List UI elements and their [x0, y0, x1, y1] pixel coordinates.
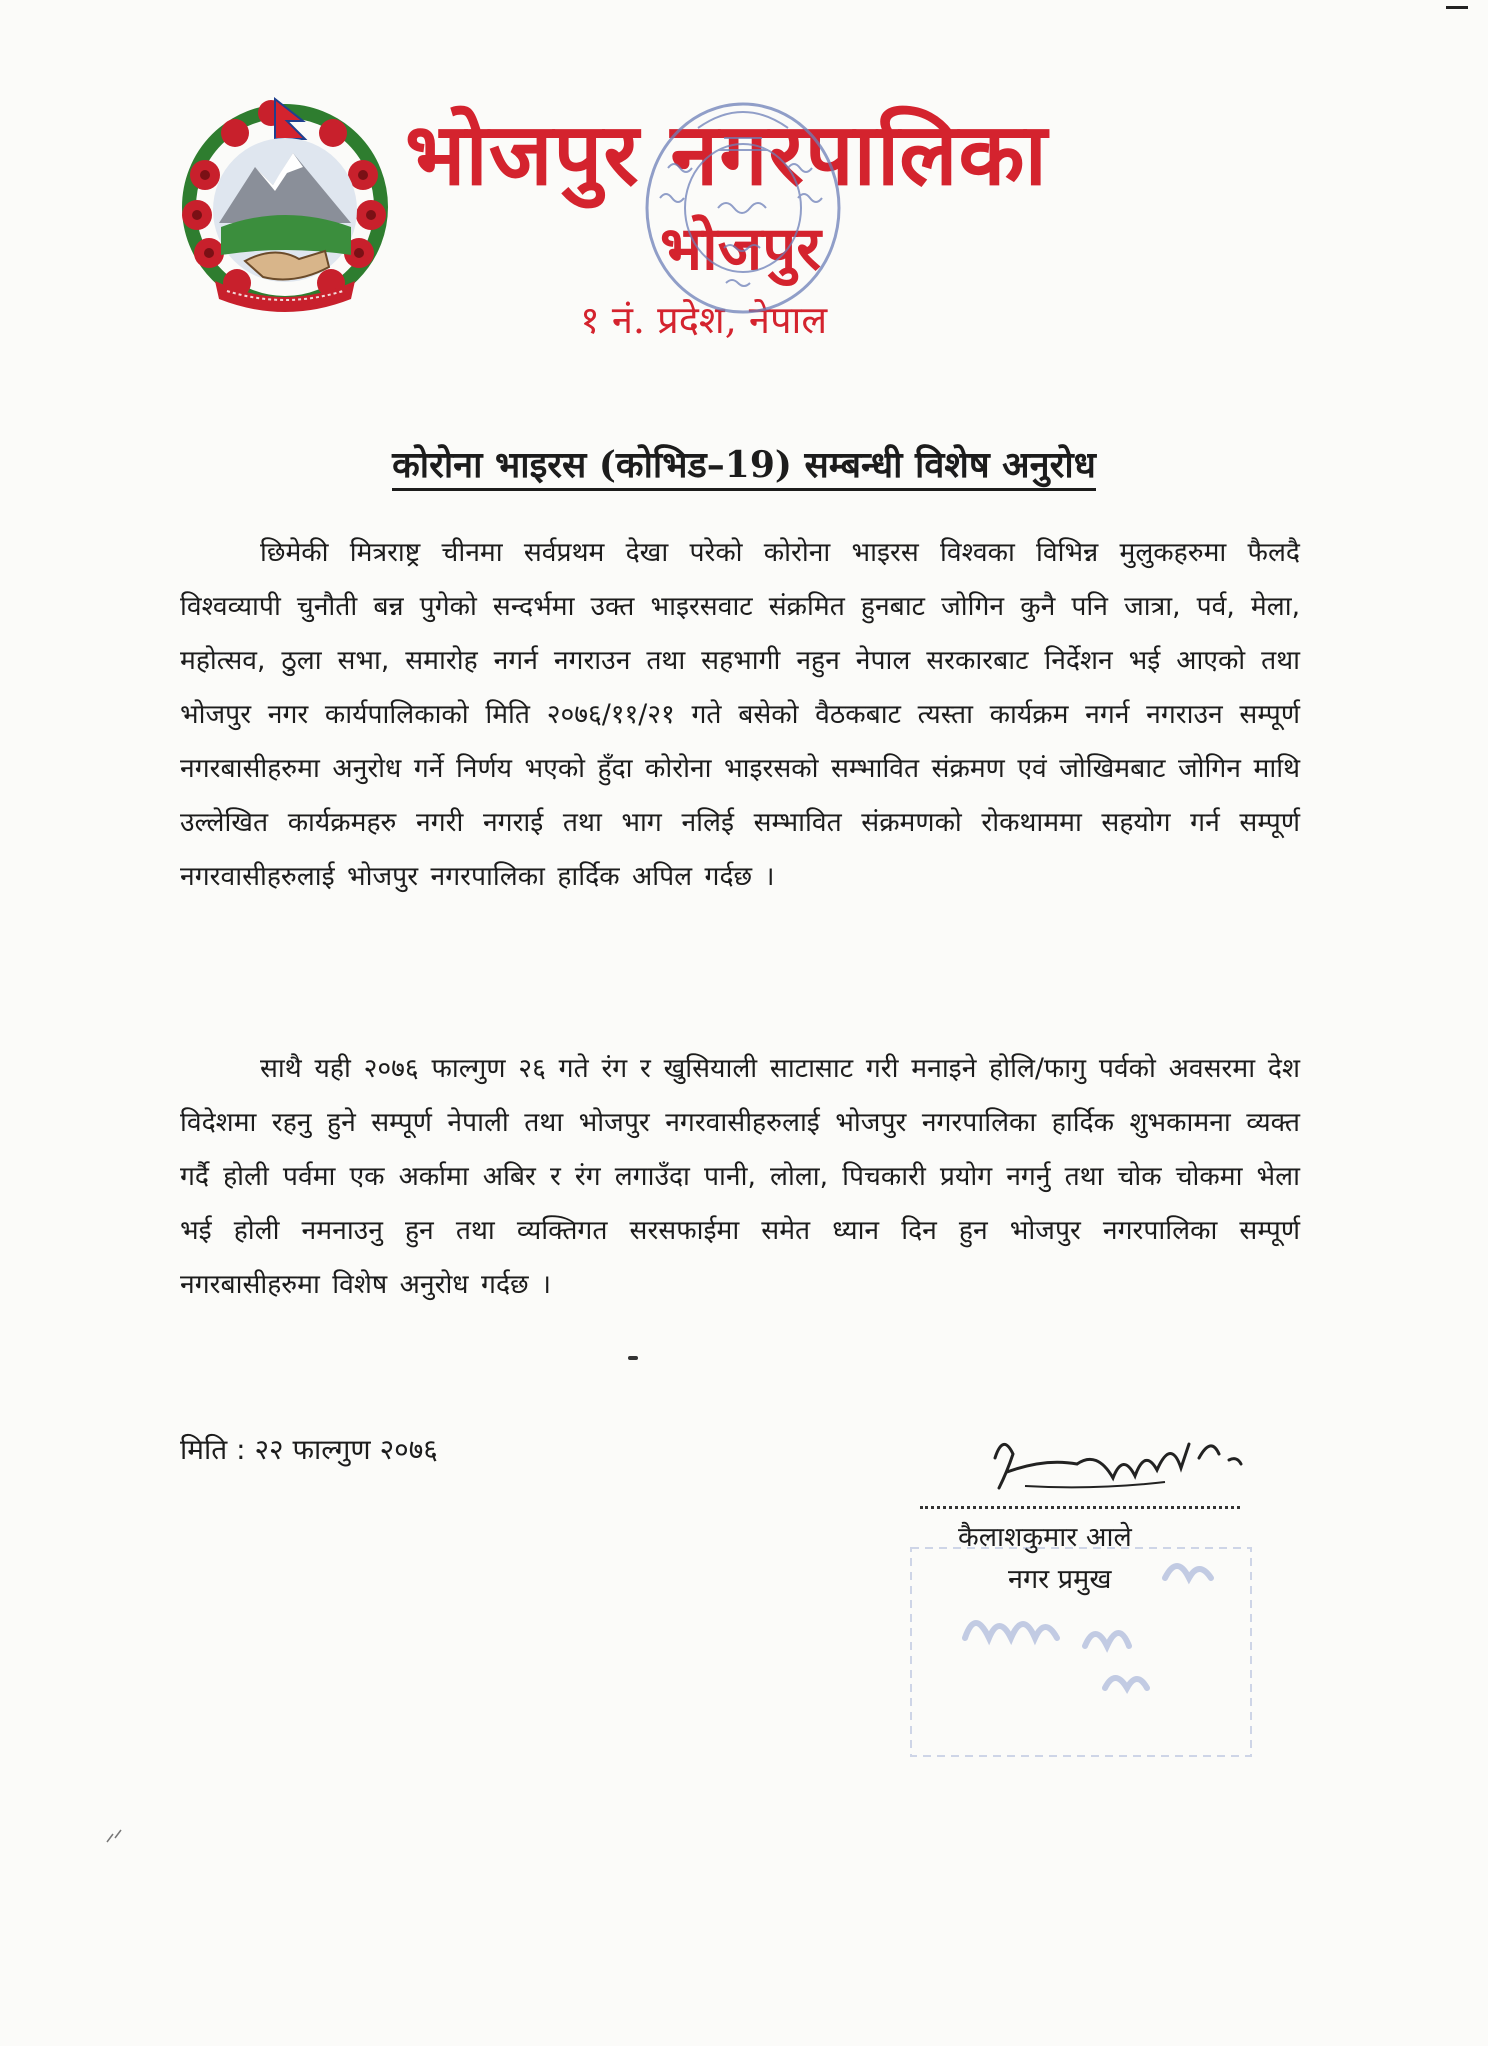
- ink-mark: [628, 1356, 638, 1360]
- letter-date: मिति : २२ फाल्गुण २०७६: [180, 1433, 438, 1466]
- subject-text: कोरोना भाइरस (कोभिड–19) सम्बन्धी विशेष अनुरोध: [392, 444, 1096, 491]
- name-rubber-stamp: [905, 1538, 1260, 1768]
- body-paragraph-1: छिमेकी मित्रराष्ट्र चीनमा सर्वप्रथम देखा परेको कोरोना भाइरस विश्वका विभिन्न मुलुकहरुमा फैलदै विश्वव्यापी चुनौती बन्न पुगेको सन्दर्भमा उक्त भाइरसवाट संक्रमित हुनबाट जोगिन कुनै पनि जात्रा, पर्व, मेला, महोत्सव, ठुला सभा, समारोह नगर्न नगराउन तथा सहभागी नहुन नेपाल सरकारबाट निर्देशन भई आएको तथा भोजपुर नगर कार्यपालिकाको मिति २०७६/११/२१ गते बसेको वैठकबाट त्यस्ता कार्यक्रम नगर्न नगराउन सम्पूर्ण नगरबासीहरुमा अनुरोध गर्ने निर्णय भएको हुँदा कोरोना भाइरसको सम्भावित संक्रमण एवं जोखिमबाट जोगिन माथि उल्लेखित कार्यक्रमहरु नगरी नगराई तथा भाग नलिई सम्भावित संक्रमणको रोकथाममा सहयोग गर्न सम्पूर्ण नगरवासीहरुलाई भोजपुर नगरपालिका हार्दिक अपिल गर्दछ ।: [180, 537, 1300, 892]
- signature-line: [920, 1506, 1240, 1509]
- page-edge-mark: [1446, 6, 1468, 9]
- national-emblem-icon: [175, 95, 395, 320]
- signatory-title: नगर प्रमुख: [1008, 1564, 1112, 1595]
- handwritten-signature: [985, 1428, 1245, 1506]
- municipality-name: भोजपुर नगरपालिका: [405, 104, 1048, 205]
- signatory-name: कैलाशकुमार आले: [958, 1522, 1132, 1553]
- office-seal-stamp: [638, 98, 848, 318]
- province-address: १ नं. प्रदेश, नेपाल: [580, 298, 828, 342]
- letter-subject: [0, 440, 1488, 490]
- district-name: भोजपुर: [660, 214, 821, 284]
- paper-speck: [105, 1828, 125, 1844]
- body-paragraph-2: साथै यही २०७६ फाल्गुण २६ गते रंग र खुसियाली साटासाट गरी मनाइने होलि/फागु पर्वको अवसरमा देश विदेशमा रहनु हुने सम्पूर्ण नेपाली तथा भोजपुर नगरवासीहरुलाई भोजपुर नगरपालिका हार्दिक शुभकामना व्यक्त गर्दै होली पर्वमा एक अर्कामा अबिर र रंग लगाउँदा पानी, लोला, पिचकारी प्रयोग नगर्नु तथा चोक चोकमा भेला भई होली नमनाउनु हुन तथा व्यक्तिगत सरसफाईमा समेत ध्यान दिन हुन भोजपुर नगरपालिका सम्पूर्ण नगरबासीहरुमा विशेष अनुरोध गर्दछ ।: [180, 1053, 1300, 1300]
